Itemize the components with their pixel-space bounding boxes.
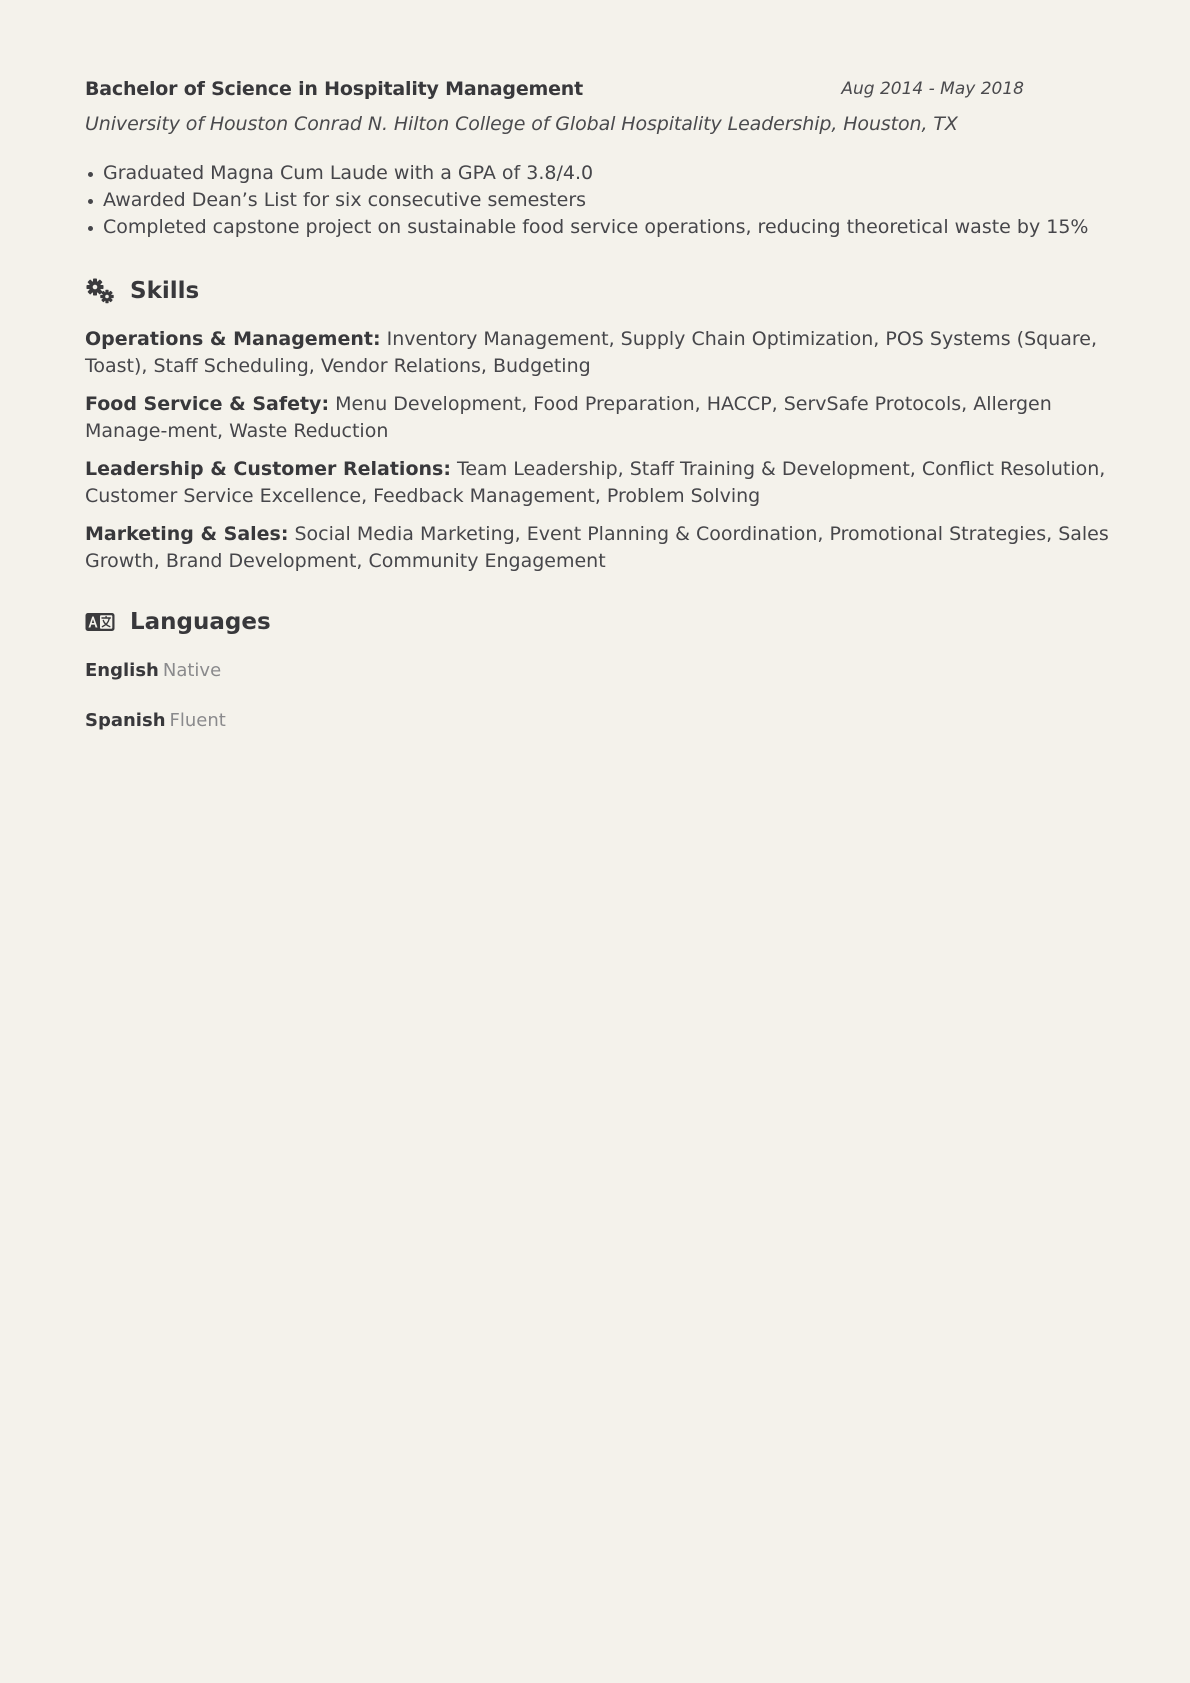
skill-group (85, 521, 1115, 575)
skill-group-text: Inventory Management, Supply Chain Optimization, POS Systems (Square, Toast), Staff Scheduling, Vendor Relations, Budgeting (85, 328, 1098, 377)
languages-section-header (85, 606, 271, 638)
skills-section-header (85, 275, 199, 307)
list-item: Graduated Magna Cum Laude with a GPA of 3.8/4.0 (103, 160, 1088, 187)
list-item: Completed capstone project on sustainable food service operations, reducing theoretical waste by 15% (103, 214, 1088, 241)
language-entry (85, 710, 226, 731)
language-entry (85, 660, 221, 681)
language-level: Fluent (169, 710, 226, 731)
language-name: English (85, 660, 159, 681)
education-dates: Aug 2014 - May 2018 (841, 79, 1024, 99)
skill-group-label: Leadership & Customer Relations: (85, 458, 451, 480)
languages-title: Languages (130, 609, 271, 635)
language-icon (85, 608, 117, 636)
degree-title: Bachelor of Science in Hospitality Management (85, 78, 583, 100)
education-header (85, 78, 1024, 108)
skill-group (85, 326, 1115, 380)
education-bullets (85, 160, 1088, 241)
language-name: Spanish (85, 710, 166, 731)
skill-group-label: Operations & Management: (85, 328, 381, 350)
skill-group-label: Marketing & Sales: (85, 523, 289, 545)
skill-group-text: Menu Development, Food Preparation, HACCP, ServSafe Protocols, Allergen Manage-ment, Waste Reduction (85, 393, 1052, 442)
skills-list (85, 326, 1115, 586)
list-item: Awarded Dean’s List for six consecutive semesters (103, 187, 1088, 214)
skill-group-label: Food Service & Safety: (85, 393, 330, 415)
skills-title: Skills (130, 278, 200, 304)
school-name: University of Houston Conrad N. Hilton College of Global Hospitality Leadership, Houston, TX (85, 113, 958, 135)
skill-group (85, 456, 1115, 510)
language-level: Native (162, 660, 222, 681)
gears-icon (85, 277, 117, 305)
skill-group-text: Team Leadership, Staff Training & Development, Conflict Resolution, Customer Service Excellence, Feedback Management, Problem Solving (85, 458, 1106, 507)
skill-group (85, 391, 1115, 445)
skill-group-text: Social Media Marketing, Event Planning & Coordination, Promotional Strategies, Sales Growth, Brand Development, Community Engagement (85, 523, 1109, 572)
